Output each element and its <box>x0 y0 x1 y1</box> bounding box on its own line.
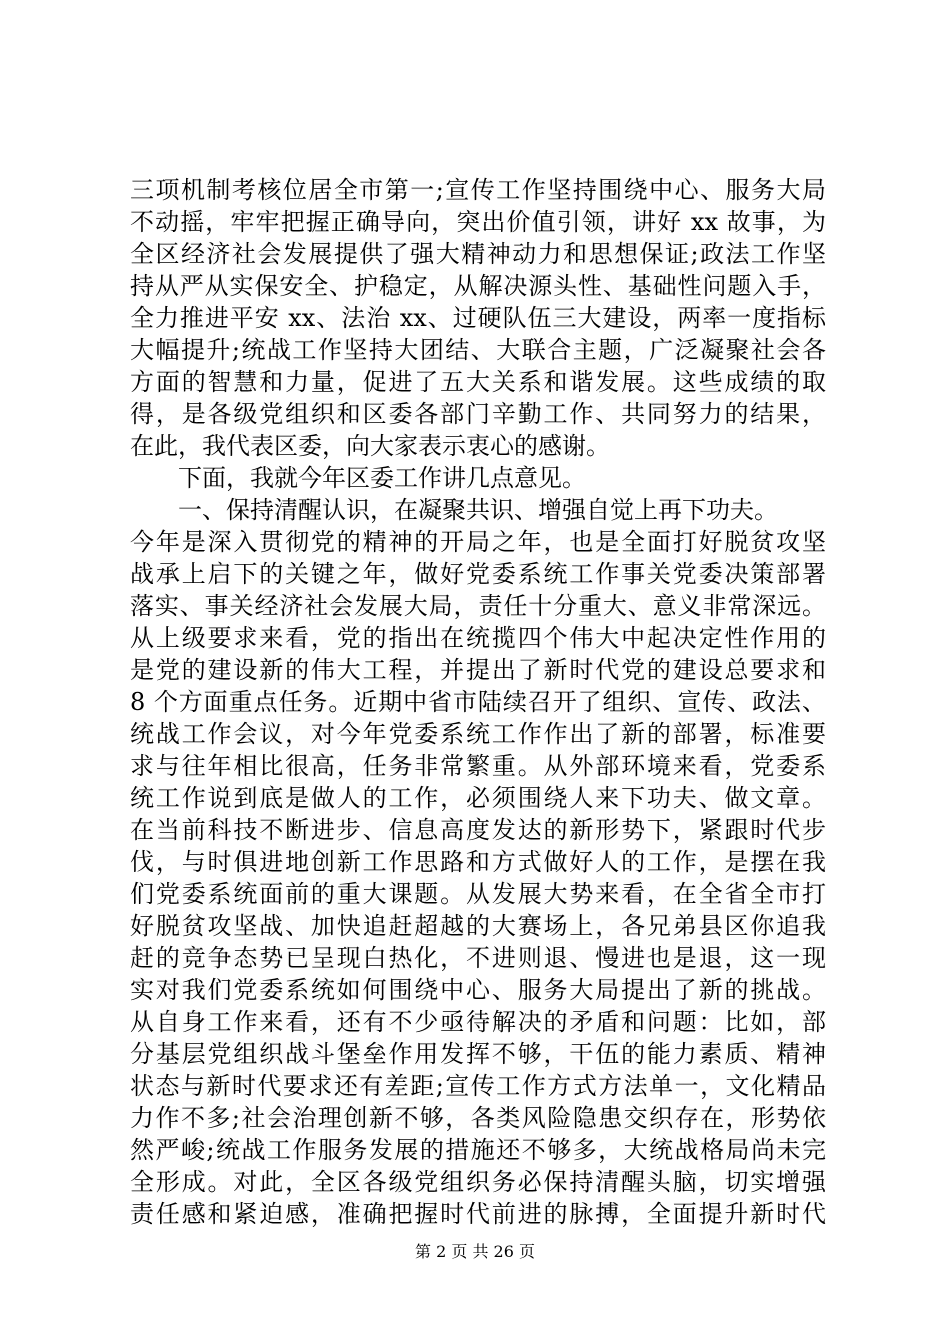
text-line: 统战工作会议，对今年党委系统工作作出了新的部署，标准要 <box>130 720 826 748</box>
text-line: 然严峻;统战工作服务发展的措施还不够多，大统战格局尚未完 <box>130 1136 826 1164</box>
text-line: 从上级要求来看，党的指出在统揽四个伟大中起决定性作用的 <box>130 624 826 652</box>
text-line: 好脱贫攻坚战、加快追赶超越的大赛场上，各兄弟县区你追我 <box>130 912 826 940</box>
text-line: 是党的建设新的伟大工程，并提出了新时代党的建设总要求和 <box>130 656 826 684</box>
text-line: 三项机制考核位居全市第一;宣传工作坚持围绕中心、服务大局 <box>130 176 826 204</box>
text-line: 们党委系统面前的重大课题。从发展大势来看，在全省全市打 <box>130 880 826 908</box>
text-line: 全形成。对此，全区各级党组织务必保持清醒头脑，切实增强 <box>130 1168 826 1196</box>
text-line: 全区经济社会发展提供了强大精神动力和思想保证;政法工作坚 <box>130 240 826 268</box>
text-line: 在此，我代表区委，向大家表示衷心的感谢。 <box>130 432 610 460</box>
text-line: 战承上启下的关键之年，做好党委系统工作事关党委决策部署 <box>130 560 826 588</box>
text-line: 不动摇，牢牢把握正确导向，突出价值引领，讲好 xx 故事，为 <box>130 208 826 236</box>
paragraph-start: 下面，我就今年区委工作讲几点意见。 <box>178 464 586 492</box>
text-line: 落实、事关经济社会发展大局，责任十分重大、意义非常深远。 <box>130 592 826 620</box>
text-line: 伐，与时俱进地创新工作思路和方式做好人的工作，是摆在我 <box>130 848 826 876</box>
text-line: 分基层党组织战斗堡垒作用发挥不够，干伍的能力素质、精神 <box>130 1040 826 1068</box>
text-line: 力作不多;社会治理创新不够，各类风险隐患交织存在，形势依 <box>130 1104 826 1132</box>
page-number-footer: 第 2 页 共 26 页 <box>415 1242 535 1261</box>
text-line: 得，是各级党组织和区委各部门辛勤工作、共同努力的结果， <box>130 400 826 428</box>
text-line: 统工作说到底是做人的工作，必须围绕人来下功夫、做文章。 <box>130 784 826 812</box>
text-line: 方面的智慧和力量，促进了五大关系和谐发展。这些成绩的取 <box>130 368 826 396</box>
text-line: 求与往年相比很高，任务非常繁重。从外部环境来看，党委系 <box>130 752 826 780</box>
text-line: 全力推进平安 xx、法治 xx、过硬队伍三大建设，两率一度指标 <box>130 304 826 332</box>
text-line: 今年是深入贯彻党的精神的开局之年，也是全面打好脱贫攻坚 <box>130 528 826 556</box>
text-line: 赶的竞争态势已呈现白热化，不进则退、慢进也是退，这一现 <box>130 944 826 972</box>
text-line: 持从严从实保安全、护稳定，从解决源头性、基础性问题入手， <box>130 272 826 300</box>
section-heading: 一、保持清醒认识，在凝聚共识、增强自觉上再下功夫。 <box>178 496 778 524</box>
text-line: 责任感和紧迫感，准确把握时代前进的脉搏，全面提升新时代 <box>130 1200 826 1228</box>
text-line: 状态与新时代要求还有差距;宣传工作方式方法单一，文化精品 <box>130 1072 826 1100</box>
text-line: 从自身工作来看，还有不少亟待解决的矛盾和问题：比如，部 <box>130 1008 826 1036</box>
text-line: 在当前科技不断进步、信息高度发达的新形势下，紧跟时代步 <box>130 816 826 844</box>
text-line: 实对我们党委系统如何围绕中心、服务大局提出了新的挑战。 <box>130 976 826 1004</box>
text-line: 大幅提升;统战工作坚持大团结、大联合主题，广泛凝聚社会各 <box>130 336 826 364</box>
body-text <box>130 174 826 1230</box>
text-line: 8 个方面重点任务。近期中省市陆续召开了组织、宣传、政法、 <box>130 688 826 716</box>
